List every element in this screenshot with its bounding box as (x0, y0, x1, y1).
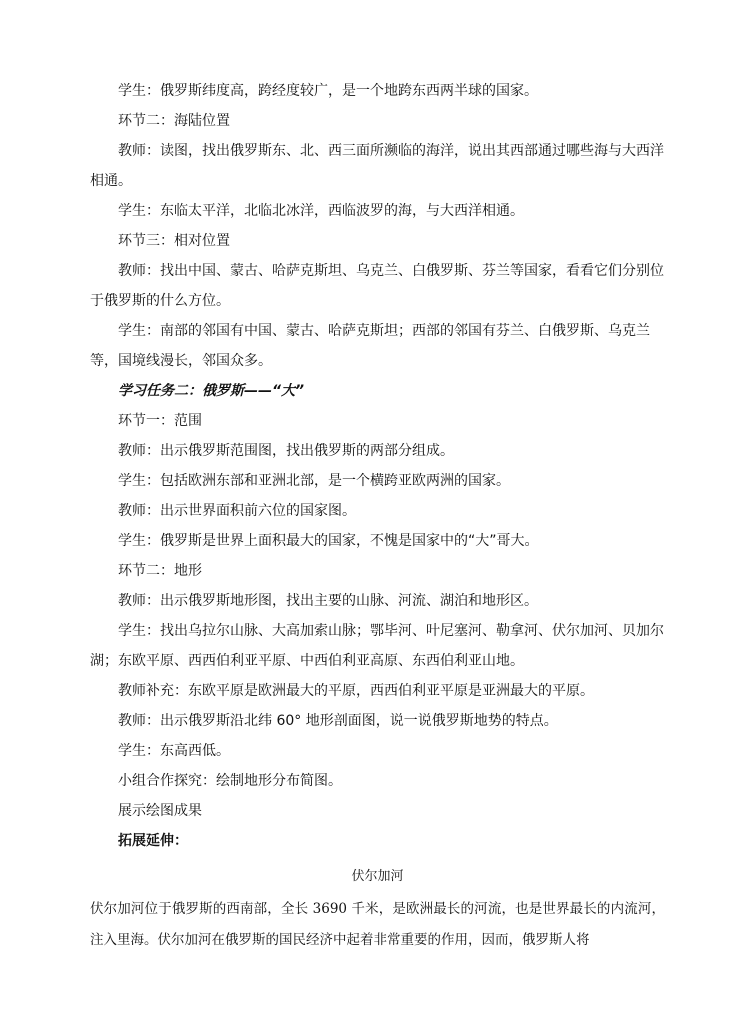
paragraph-teacher-profile: 教师：出示俄罗斯沿北纬 60° 地形剖面图，说一说俄罗斯地势的特点。 (118, 713, 558, 729)
paragraph-teacher-terrain: 教师：出示俄罗斯地形图，找出主要的山脉、河流、湖泊和地形区。 (118, 593, 538, 609)
paragraph-section-relative-position: 环节三：相对位置 (118, 233, 230, 249)
paragraph-student-profile: 学生：东高西低。 (118, 743, 230, 759)
paragraph-student-latitude: 学生：俄罗斯纬度高，跨经度较广，是一个地跨东西两半球的国家。 (118, 83, 538, 99)
paragraph-teacher-neighbors: 教师：找出中国、蒙古、哈萨克斯坦、乌克兰、白俄罗斯、芬兰等国家，看看它们分别位于俄罗斯的什么方位。 (90, 263, 664, 309)
paragraph-student-range: 学生：包括欧洲东部和亚洲北部，是一个横跨亚欧两洲的国家。 (118, 473, 510, 489)
paragraph-teacher-supplement: 教师补充：东欧平原是欧洲最大的平原，西西伯利亚平原是亚洲最大的平原。 (118, 683, 594, 699)
extension-title: 伏尔加河 (351, 869, 404, 884)
paragraph-teacher-area: 教师：出示世界面积前六位的国家图。 (118, 503, 356, 519)
extension-body: 伏尔加河位于俄罗斯的西南部，全长 3690 千米，是欧洲最长的河流，也是世界最长的内流河，注入里海。伏尔加河在俄罗斯的国民经济中起着非常重要的作用，因而，俄罗斯人将 (90, 901, 665, 948)
paragraph-teacher-range: 教师：出示俄罗斯范围图，找出俄罗斯的两部分组成。 (118, 443, 454, 459)
heading-task-two: 学习任务二：俄罗斯——“大” (118, 383, 305, 399)
paragraph-teacher-oceans: 教师：读图，找出俄罗斯东、北、西三面所濒临的海洋，说出其西部通过哪些海与大西洋相通。 (90, 143, 664, 189)
paragraph-section-terrain: 环节二：地形 (118, 563, 202, 579)
document-body (90, 76, 665, 956)
paragraph-show-results: 展示绘图成果 (118, 803, 202, 819)
paragraph-student-neighbors: 学生：南部的邻国有中国、蒙古、哈萨克斯坦；西部的邻国有芬兰、白俄罗斯、乌克兰等，国境线漫长，邻国众多。 (90, 323, 650, 369)
paragraph-student-terrain: 学生：找出乌拉尔山脉、大高加索山脉；鄂毕河、叶尼塞河、勒拿河、伏尔加河、贝加尔湖；东欧平原、西西伯利亚平原、中西伯利亚高原、东西伯利亚山地。 (90, 623, 664, 669)
paragraph-student-area: 学生：俄罗斯是世界上面积最大的国家，不愧是国家中的“大”哥大。 (118, 533, 539, 549)
paragraph-group-inquiry: 小组合作探究：绘制地形分布简图。 (118, 773, 342, 789)
heading-extension: 拓展延伸： (118, 833, 188, 849)
paragraph-student-oceans: 学生：东临太平洋，北临北冰洋，西临波罗的海，与大西洋相通。 (118, 203, 524, 219)
paragraph-section-sea-land: 环节二：海陆位置 (118, 113, 230, 129)
paragraph-section-range: 环节一：范围 (118, 413, 202, 429)
